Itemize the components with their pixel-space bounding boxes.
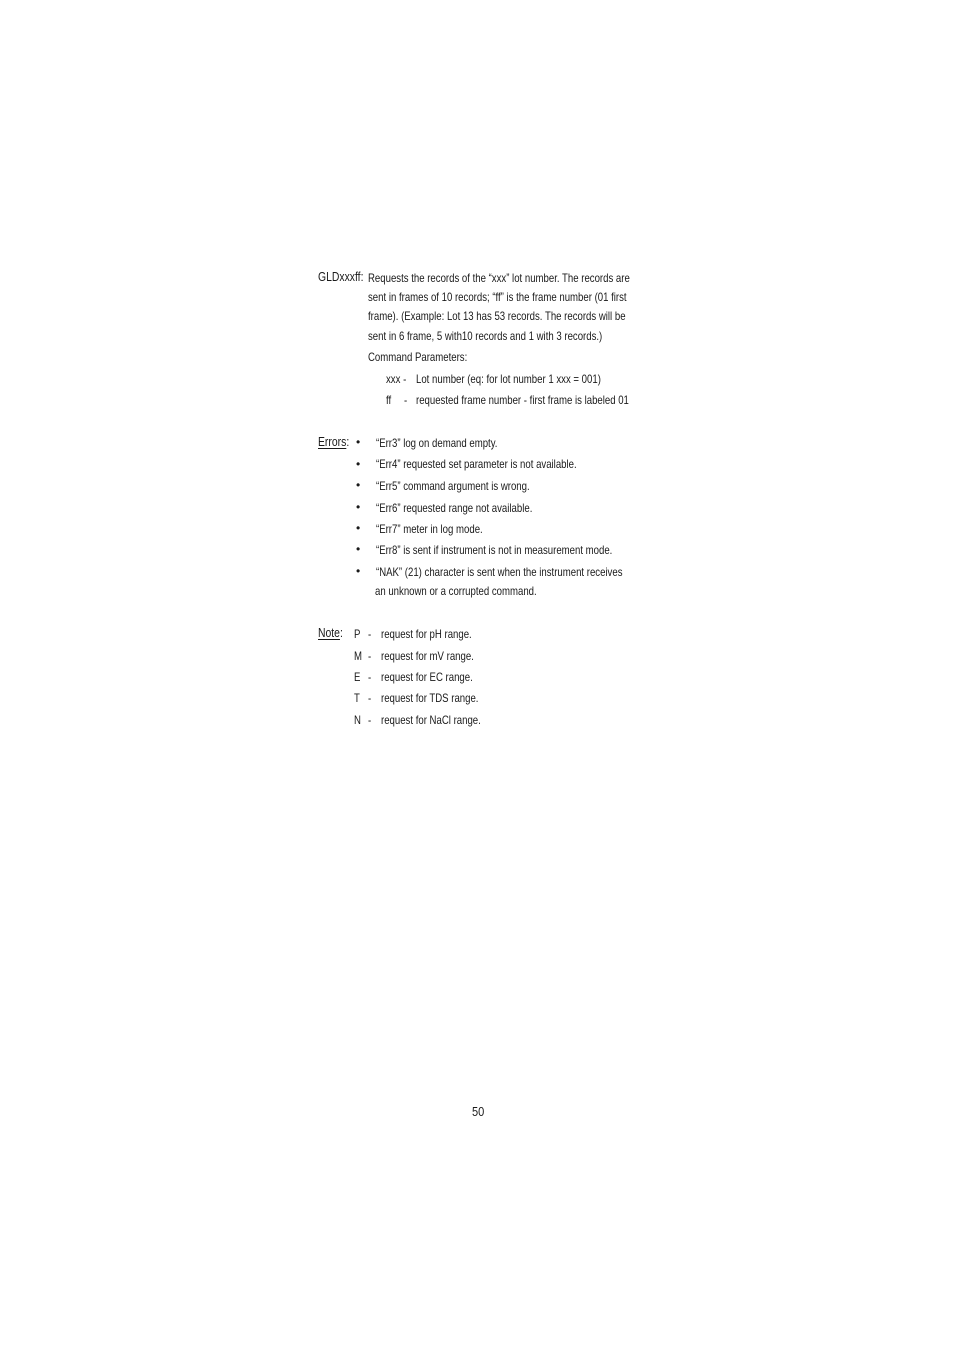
gld-description-line-1: Requests the records of the “xxx” lot number. The records are: [368, 271, 630, 285]
bullet-icon: •: [356, 521, 361, 535]
note-dash: -: [368, 670, 372, 684]
error-item-err5: “Err5” command argument is wrong.: [376, 479, 530, 493]
bullet-icon: •: [356, 564, 361, 578]
param-ff-text: requested frame number - first frame is labeled 01: [416, 393, 629, 407]
gld-description-line-2: sent in frames of 10 records; “ff” is the frame number (01 first: [368, 290, 627, 304]
note-key-p: P: [354, 627, 361, 641]
param-xxx-text: Lot number (eq: for lot number 1 xxx = 001): [416, 372, 601, 386]
note-text-nacl: request for NaCl range.: [381, 713, 481, 727]
bullet-icon: •: [356, 435, 361, 449]
error-item-nak-line-2: an unknown or a corrupted command.: [375, 584, 537, 598]
note-text-ec: request for EC range.: [381, 670, 473, 684]
bullet-icon: •: [356, 542, 361, 556]
note-key-e: E: [354, 670, 361, 684]
errors-label: Errors:: [318, 434, 350, 449]
note-label: Note:: [318, 625, 343, 640]
page-number: 50: [472, 1104, 485, 1119]
note-dash: -: [368, 649, 372, 663]
gld-command-parameters-heading: Command Parameters:: [368, 350, 468, 364]
error-item-err3: “Err3” log on demand empty.: [376, 436, 498, 450]
error-item-err8: “Err8” is sent if instrument is not in measurement mode.: [376, 543, 613, 557]
note-key-m: M: [354, 649, 362, 663]
note-text-tds: request for TDS range.: [381, 691, 479, 705]
note-text-mv: request for mV range.: [381, 649, 474, 663]
bullet-icon: •: [356, 457, 361, 471]
bullet-icon: •: [356, 500, 361, 514]
note-dash: -: [368, 713, 372, 727]
note-dash: -: [368, 691, 372, 705]
param-xxx-key: xxx -: [386, 372, 407, 386]
error-item-err7: “Err7” meter in log mode.: [376, 522, 483, 536]
note-dash: -: [368, 627, 372, 641]
gld-command-label: GLDxxxff:: [318, 269, 364, 284]
error-item-err4: “Err4” requested set parameter is not available.: [376, 457, 577, 471]
note-key-n: N: [354, 713, 361, 727]
note-text-ph: request for pH range.: [381, 627, 472, 641]
gld-description-line-3: frame). (Example: Lot 13 has 53 records. The records will be: [368, 309, 626, 323]
bullet-icon: •: [356, 478, 361, 492]
note-key-t: T: [354, 691, 360, 705]
error-item-nak-line-1: “NAK” (21) character is sent when the instrument receives: [376, 565, 623, 579]
error-item-err6: “Err6” requested range not available.: [376, 501, 533, 515]
param-ff-dash: -: [404, 393, 408, 407]
param-ff-key: ff: [386, 393, 392, 407]
gld-description-line-4: sent in 6 frame, 5 with10 records and 1 with 3 records.): [368, 329, 603, 343]
